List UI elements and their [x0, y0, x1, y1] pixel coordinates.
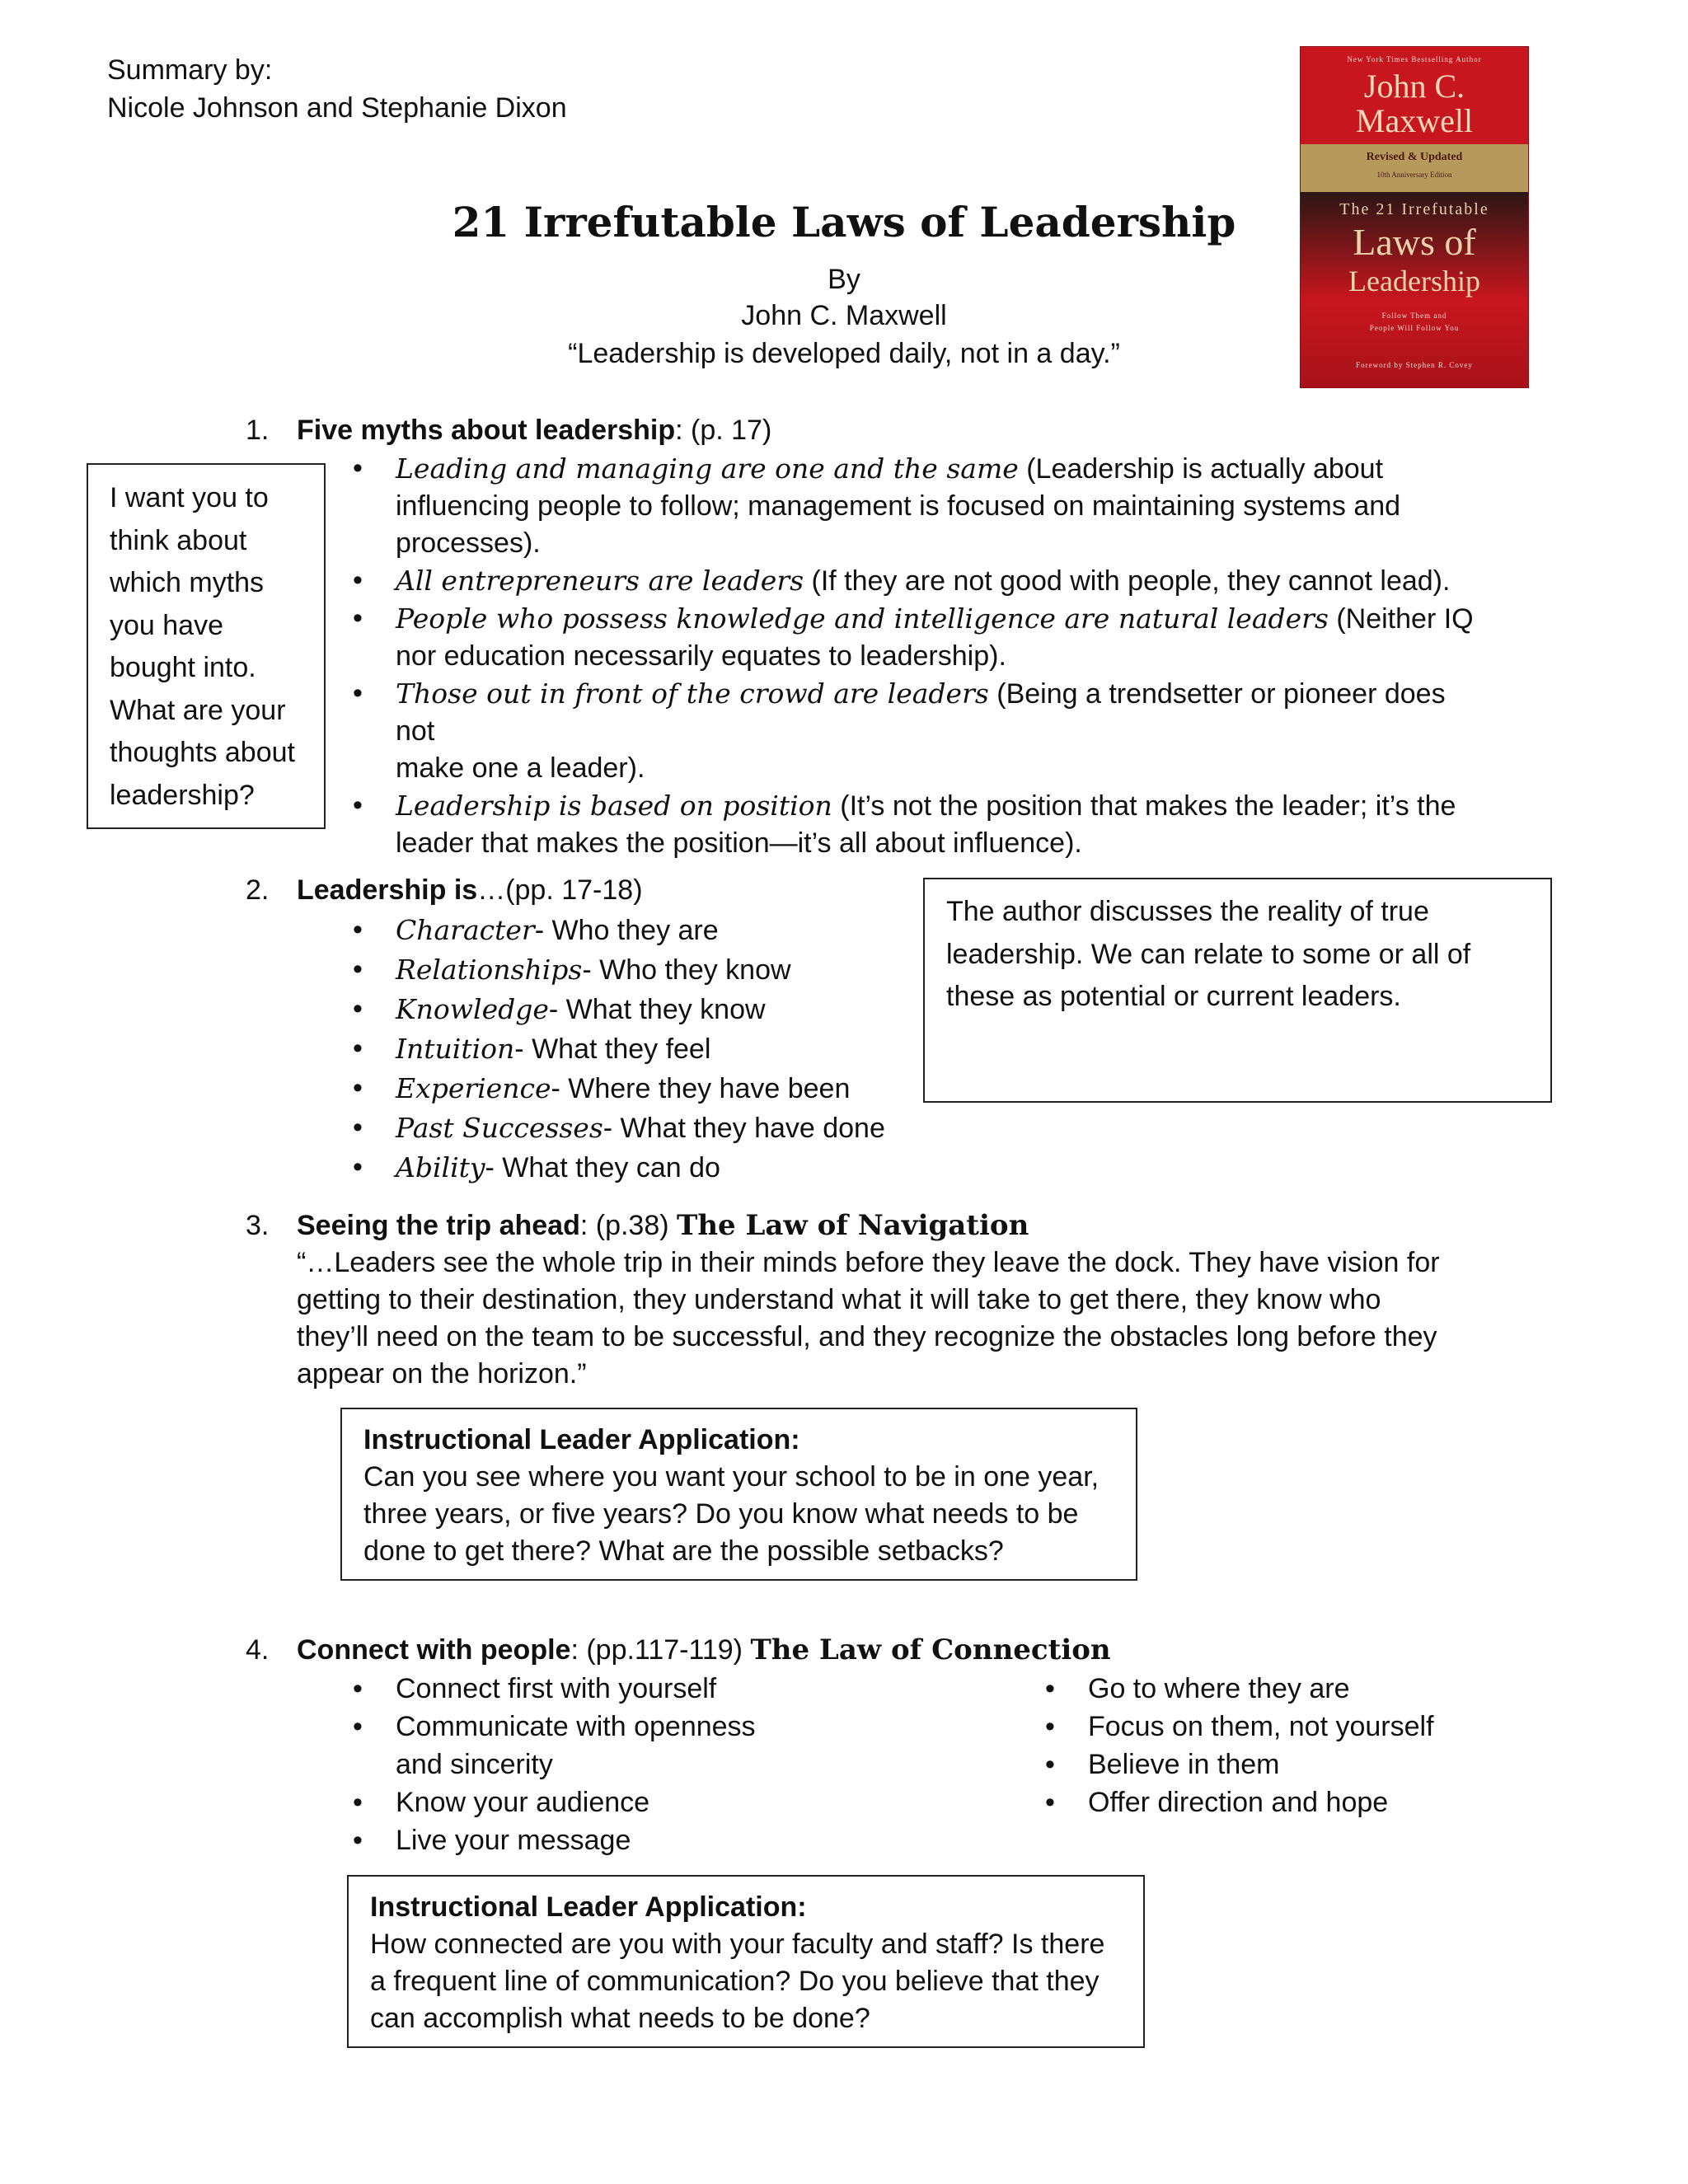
section-2-heading	[297, 872, 643, 909]
title-quote: “Leadership is developed daily, not in a day.”	[568, 338, 1120, 369]
list-item: • Communicate with openness and sincerity	[396, 1708, 890, 1783]
cover-author-last: Maxwell	[1355, 102, 1474, 139]
connection-application-box: Instructional Leader Application: How connected are you with your faculty and staff? Is there a frequent line of communication? Do you believe that they can accomplish what needs to be done?	[347, 1875, 1145, 2048]
section-4-title: Connect with people	[297, 1634, 571, 1666]
list-item: • Leading and managing are one and the same (Leadership is actually about influencing people to follow; management is focused on maintaining systems and processes).	[396, 450, 1492, 562]
connection-list-left	[396, 1670, 890, 1859]
section-4-heading	[297, 1632, 1111, 1669]
list-item: • Live your message	[396, 1821, 890, 1859]
section-1-title: Five myths about leadership	[297, 415, 676, 446]
section-3-title: Seeing the trip ahead	[297, 1210, 580, 1241]
leadership-reality-box: The author discusses the reality of true leadership. We can relate to some or all of these as potential or current leaders.	[923, 878, 1552, 1103]
cover-tagline-2: People Will Follow You	[1369, 324, 1460, 332]
summary-byline	[107, 51, 567, 127]
list-item: • Believe in them	[1088, 1746, 1550, 1783]
cover-revised: Revised & Updated	[1366, 151, 1463, 163]
navigation-application-box: Instructional Leader Application: Can you see where you want your school to be in one year, three years, or five years? Do you know what needs to be done to get there? What are the possible setbacks?	[340, 1408, 1137, 1581]
cover-foreword: Foreword by Stephen R. Covey	[1356, 361, 1473, 369]
title-by: By	[828, 264, 860, 295]
cover-title-big: Leadership	[1348, 265, 1480, 298]
list-item: • Ability- What they can do	[396, 1148, 890, 1188]
cover-top-line: New York Times Bestselling Author	[1347, 55, 1482, 63]
list-item: • Experience- Where they have been	[396, 1069, 890, 1108]
summary-label: Summary by:	[107, 54, 273, 86]
section-4-number: 4.	[246, 1634, 270, 1666]
section-1-page: : (p. 17)	[675, 415, 772, 446]
list-item: • People who possess knowledge and intelligence are natural leaders (Neither IQ nor education necessarily equates to leadership).	[396, 600, 1492, 675]
list-item: • Character- Who they are	[396, 911, 890, 950]
list-item: • Connect first with yourself	[396, 1670, 890, 1708]
page-title: 21 Irrefutable Laws of Leadership	[452, 198, 1236, 246]
list-item: • Knowledge- What they know	[396, 990, 890, 1029]
cover-band	[1301, 144, 1528, 192]
section-3-number: 3.	[246, 1210, 270, 1241]
cover-author-first: John C.	[1363, 68, 1465, 105]
cover-tagline-1: Follow Them and	[1381, 312, 1447, 320]
navigation-quote: “…Leaders see the whole trip in their minds before they leave the dock. They have vision for getting to their destination, they understand what it will take to get there, they know who they’ll need on the team to be successful, and they recognize the obstacles long before they appear on the horizon.”	[297, 1247, 1440, 1390]
list-item: • Go to where they are	[1088, 1670, 1550, 1708]
cover-edition: 10th Anniversary Edition	[1376, 171, 1452, 179]
list-item: • Intuition- What they feel	[396, 1029, 890, 1069]
myths-list	[396, 450, 1492, 862]
section-3-heading	[297, 1207, 1029, 1244]
law-of-navigation: The Law of Navigation	[677, 1209, 1029, 1242]
section-4-page: : (pp.117-119)	[570, 1634, 751, 1666]
list-item: • Past Successes- What they have done	[396, 1108, 890, 1148]
section-2-number: 2.	[246, 874, 270, 906]
law-of-connection: The Law of Connection	[750, 1633, 1111, 1666]
application-title: Instructional Leader Application:	[370, 1891, 807, 1923]
leadership-is-list	[396, 911, 890, 1188]
list-item: • Offer direction and hope	[1088, 1783, 1550, 1821]
application-title: Instructional Leader Application:	[363, 1424, 800, 1455]
section-1-heading	[297, 412, 771, 449]
cover-title-mid: Laws of	[1353, 221, 1476, 263]
myths-reflection-box: I want you to think about which myths you have bought into. What are your thoughts about leadership?	[87, 463, 326, 829]
list-item: • Leadership is based on position (It’s not the position that makes the leader; it’s the leader that makes the position—it’s all about influence).	[396, 787, 1492, 862]
list-item: • Know your audience	[396, 1783, 890, 1821]
cover-title-small: The 21 Irrefutable	[1339, 200, 1489, 218]
section-1-number: 1.	[246, 415, 270, 446]
title-author: John C. Maxwell	[741, 300, 947, 331]
summary-authors: Nicole Johnson and Stephanie Dixon	[107, 92, 567, 124]
list-item: • All entrepreneurs are leaders (If they are not good with people, they cannot lead).	[396, 562, 1492, 600]
list-item: • Those out in front of the crowd are leaders (Being a trendsetter or pioneer does not make one a leader).	[396, 675, 1492, 787]
connection-list-right	[1088, 1670, 1550, 1821]
section-3-page: : (p.38)	[579, 1210, 678, 1241]
list-item: • Focus on them, not yourself	[1088, 1708, 1550, 1746]
section-2-page: …(pp. 17-18)	[477, 874, 643, 906]
list-item: • Relationships- Who they know	[396, 950, 890, 990]
section-2-title: Leadership is	[297, 874, 478, 906]
